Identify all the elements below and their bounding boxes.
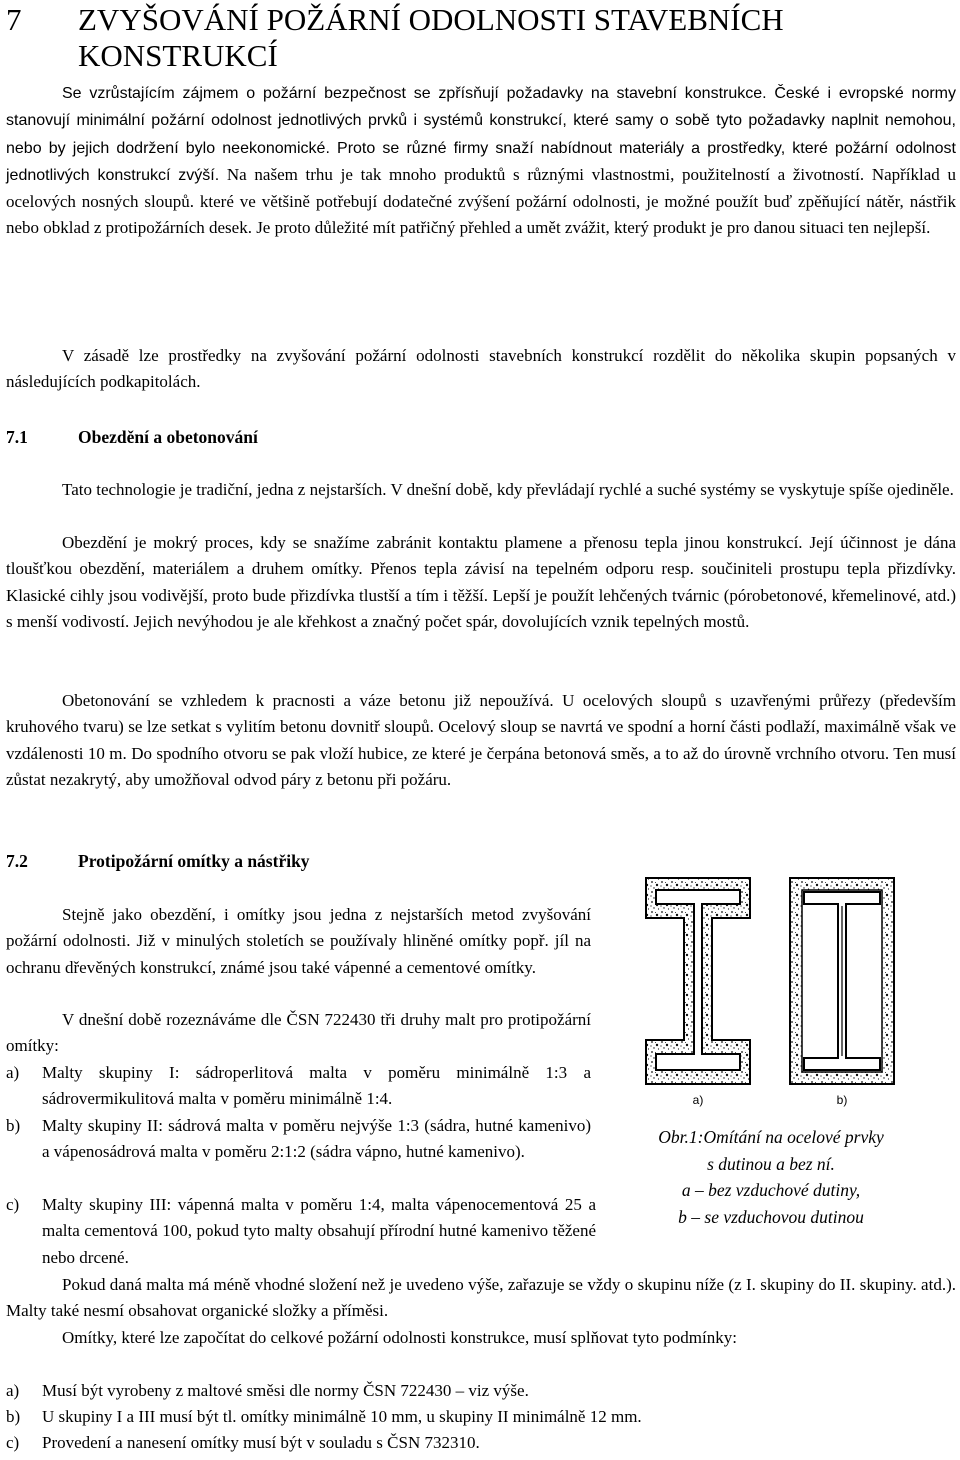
list-text: Provedení a nanesení omítky musí být v souladu s ČSN 732310. [42, 1433, 480, 1452]
caption-line: b – se vzduchovou dutinou [678, 1206, 864, 1227]
list-marker: b) [6, 1116, 21, 1135]
section-7-1-title: Obezdění a obetonování [78, 427, 258, 447]
list-marker: b) [6, 1407, 21, 1426]
section-7-2-title: Protipožární omítky a nástřiky [78, 851, 310, 871]
figure-label-b: b) [836, 1093, 848, 1107]
list-marker: c) [6, 1433, 20, 1452]
figure-label-a: a) [692, 1093, 704, 1107]
section-7-1-paragraph-1: Tato technologie je tradiční, jedna z nejstarších. V dnešní době, kdy převládají rychlé a suché systémy se vyskytuje spíše ojediněle. [62, 480, 954, 499]
section-7-2-paragraph-2: V dnešní době rozeznáváme dle ČSN 722430 tři druhy malt pro protipožární omítky: [6, 1010, 591, 1056]
caption-line: a – bez vzduchové dutiny, [681, 1180, 861, 1200]
condition-item [6, 1378, 956, 1404]
intro-paragraph-2: V zásadě lze prostředky na zvyšování požární odolnosti stavebních konstrukcí rozdělit do několika skupin popsaných v následujících podkapitolách. [6, 346, 956, 392]
section-7-2-paragraph-3: Pokud daná malta má méně vhodné složení než je uvedeno výše, zařazuje se vždy o skupinu níže (z I. skupiny do II. skupiny. atd.). Malty také nesmí obsahovat organické složky a příměsi. [6, 1275, 956, 1321]
list-text: Malty skupiny II: sádrová malta v poměru nejvýše 1:3 (sádra, hutné kamenivo) a vápenosádrová malta v poměru 2:1:2 (sádra vápno, hutné kamenivo). [42, 1116, 591, 1162]
figure-drawing [640, 870, 902, 1120]
condition-item [6, 1404, 956, 1430]
list-text: Malty skupiny I: sádroperlitová malta v poměru minimálně 1:3 a sádrovermikulitová malta v poměru minimálně 1:4. [42, 1063, 591, 1109]
intro-p1-serif-part-2: Například u ocelových nosných sloupů. které ve většině potřebují dodatečné zvýšení požární odolnosti, je možné použít buď zpěňující nátěr, nástřik nebo obklad z protipožárních desek. Je proto důležité mít patřičný přehled a umět zvážit, který produkt je pro danou situaci ten nejlepší. [6, 164, 956, 238]
list-text: Malty skupiny III: vápenná malta v poměru 1:4, malta vápenocementová 25 a malta cementová 100, pokud tyto malty obsahují přírodní hutné kamenivo těžené nebo drcené. [42, 1195, 596, 1267]
condition-item [6, 1430, 956, 1456]
section-7-1-paragraph-2: Obezdění je mokrý proces, kdy se snažíme zabránit kontaktu plamene a přenosu tepla jinou konstrukcí. Její účinnost je dána tloušťkou obezdění, materiálem a druhem omítky. Přenos tepla závisí na tepelném odporu resp. součiniteli prostupu tepla přizdívky. Klasické cihly jsou vodivější, proto bude přizdívka tlustší a tím i těžší. Lepší je použít lehčených tvárnic (pórobetonové, křemelinové, atd.) s menší vodivostí. Jejich nevýhodou je ale křehkost a značný počet spár, dovolujících vznik tepelných mostů. [6, 533, 956, 631]
intro-p1-serif-part: Na našem trhu je tak mnoho produktů s různými vlastnostmi, použitelností a životností. [219, 164, 865, 184]
list-marker: c) [6, 1195, 20, 1214]
list-text: Musí být vyrobeny z maltové směsi dle normy ČSN 722430 – viz výše. [42, 1381, 529, 1400]
mortar-group-item [6, 1060, 591, 1113]
intro-paragraph-1 [6, 80, 956, 242]
section-7-1-number: 7.1 [6, 427, 28, 447]
list-marker: a) [6, 1063, 20, 1082]
section-7-2-paragraph-1: Stejně jako obezdění, i omítky jsou jedna z nejstarších metod zvyšování požární odolnosti. Již v minulých stoletích se používaly hliněné omítky popř. jíl na ochranu dřevěných konstrukcí, známé jsou také vápenné a cementové omítky. [6, 905, 591, 977]
caption-line: s dutinou a bez ní. [707, 1153, 835, 1174]
chapter-title: ZVYŠOVÁNÍ POŽÁRNÍ ODOLNOSTI STAVEBNÍCH KONSTRUKCÍ [78, 2, 784, 73]
list-marker: a) [6, 1381, 20, 1400]
mortar-group-item [6, 1192, 596, 1271]
list-text: U skupiny I a III musí být tl. omítky minimálně 10 mm, u skupiny II minimálně 12 mm. [42, 1407, 642, 1426]
profile-a [646, 878, 750, 1084]
section-7-1-paragraph-3: Obetonování se vzhledem k pracnosti a váze betonu již nepoužívá. U ocelových sloupů s uzavřenými průřezy (především kruhového tvaru) se lze setkat s vylitím betonu dovnitř sloupů. Ocelový sloup se navrtá ve spodní a horní části podlaží, maximálně však ve vzdálenosti 10 m. Do spodního otvoru se pak vloží hubice, ze které je čerpána betonová směs, a to až do úrovně vrchního otvoru. Ten musí zůstat nezakrytý, aby umožňoval odvod páry z betonu při požáru. [6, 691, 956, 789]
section-7-2-paragraph-4: Omítky, které lze započítat do celkové požární odolnosti konstrukce, musí splňovat tyto podmínky: [62, 1328, 737, 1347]
caption-line: Obr.1:Omítání na ocelové prvky [658, 1127, 884, 1147]
intro-p1-sans-part: Se vzrůstajícím zájmem o požární bezpečnost se zpřísňují požadavky na stavební konstrukce. České i evropské normy stanovují minimální požární odolnost jednotlivých prvků i systémů konstrukcí, které samy o sobě tyto požadavky naplnit nemohou, nebo by jejich dodržení bylo neekonomické. Proto se různé firmy snaží nabídnout materiály a prostředky, které požární odolnost jednotlivých konstrukcí zvýší. [6, 85, 956, 184]
profile-b [790, 878, 894, 1084]
section-7-2-number: 7.2 [6, 851, 28, 871]
mortar-group-item [6, 1113, 591, 1166]
chapter-number: 7 [6, 2, 22, 37]
figure-caption [622, 1124, 920, 1230]
steel-column-plaster-figure [640, 870, 902, 1120]
